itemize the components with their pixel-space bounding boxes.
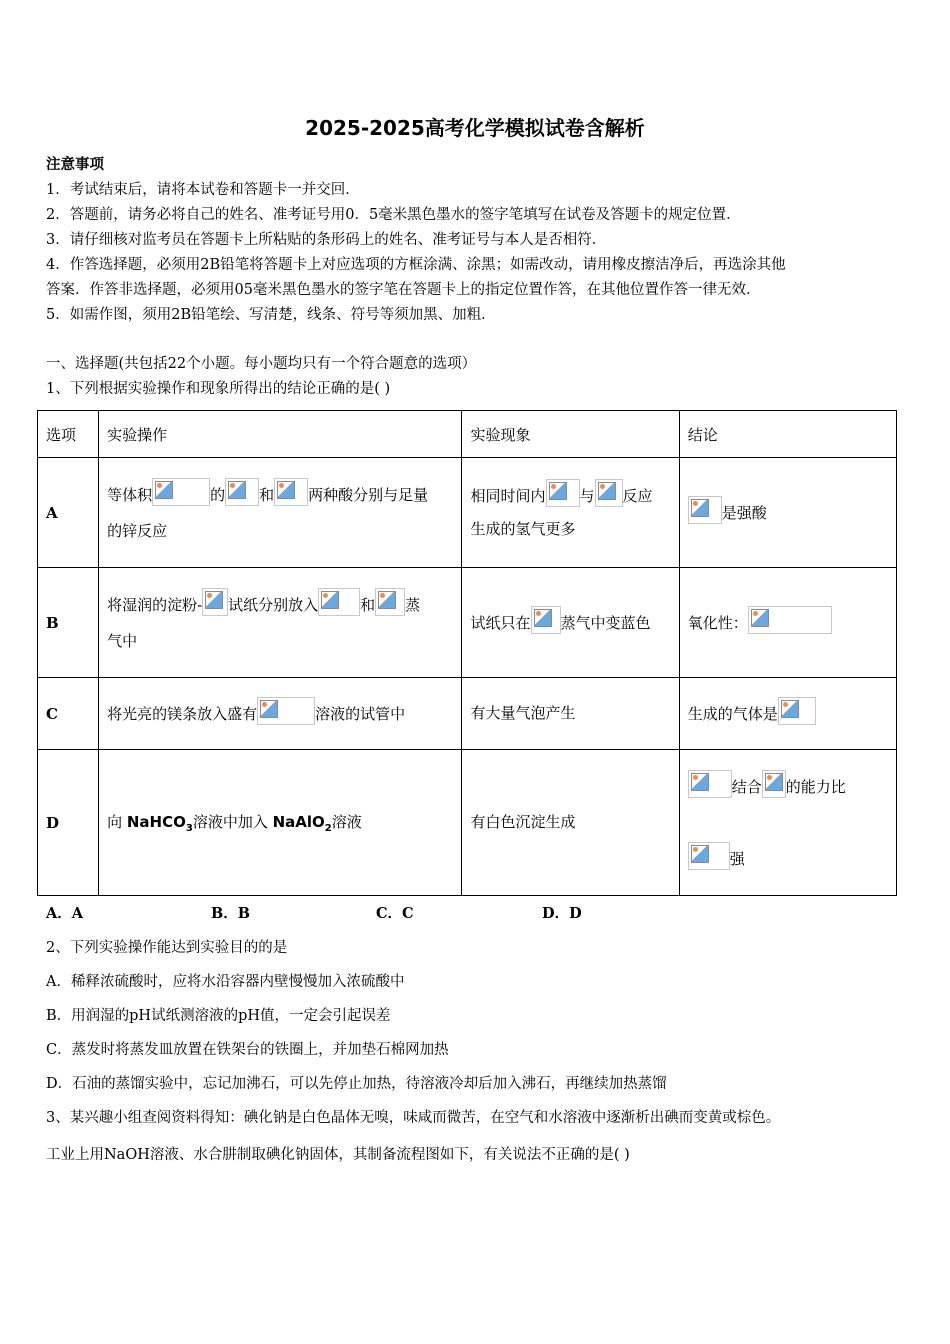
row-d-op-text: 向: [107, 813, 127, 831]
notice-item: 4．作答选择题，必须用2B铅笔将答题卡上对应选项的方框涂满、涂黑；如需改动，请用橡皮擦洁净后，再选涂其他: [46, 257, 786, 273]
row-b-ph-text: 试纸只在: [470, 613, 531, 632]
row-a-op-text: 的锌反应: [107, 521, 168, 540]
row-b-option: B: [38, 568, 99, 678]
notice-item: 2．答题前，请务必将自己的姓名、准考证号用0．5毫米黑色墨水的签字笔填写在试卷及答题卡的规定位置．: [46, 207, 741, 223]
row-c-option: C: [38, 678, 99, 750]
formula-image-icon: [748, 606, 832, 634]
row-d-conclusion: [679, 750, 896, 896]
row-a-op-text: 的: [210, 485, 226, 504]
choice-d[interactable]: D．D: [542, 905, 582, 922]
row-b-op-text: 蒸: [405, 595, 421, 614]
row-c-op-text: 溶液的试管中: [315, 704, 406, 723]
row-b-phenomenon: [462, 568, 679, 678]
question-1-table: [37, 410, 897, 896]
question-2-option-a[interactable]: A．稀释浓硫酸时，应将水沿容器内壁慢慢加入浓硫酸中: [46, 974, 405, 990]
question-3-stem-line2: 工业上用NaOH溶液、水合肼制取碘化钠固体，其制备流程图如下，有关说法不正确的是( ): [46, 1147, 630, 1163]
row-d-operation: [99, 750, 462, 896]
question-2-option-d[interactable]: D．石油的蒸馏实验中，忘记加沸石，可以先停止加热，待溶液冷却后加入沸石，再继续加热蒸馏: [46, 1076, 667, 1092]
row-c-phenomenon: 有大量气泡产生: [462, 678, 679, 750]
formula-image-icon: [762, 770, 786, 798]
row-b-op-text: 和: [360, 595, 376, 614]
formula-image-icon: [688, 842, 730, 870]
row-b-op-text: 气中: [107, 631, 138, 650]
table-row-c: [38, 678, 897, 750]
row-d-formula-text: NaAlO: [272, 813, 325, 831]
row-d-cn-text: 的能力比: [785, 777, 846, 796]
row-a-ph-text: 与: [579, 487, 595, 505]
choice-a[interactable]: A．A: [46, 905, 84, 922]
question-2-stem: 2、下列实验操作能达到实验目的的是: [46, 940, 288, 956]
formula-image-icon: [225, 478, 259, 506]
notice-item: 1．考试结束后，请将本试卷和答题卡一并交回．: [46, 182, 360, 198]
formula-image-icon: [257, 697, 315, 725]
question-1-stem: 1、下列根据实验操作和现象所得出的结论正确的是( ): [46, 381, 391, 397]
row-d-phenomenon: 有白色沉淀生成: [462, 750, 679, 896]
table-header-row: [38, 411, 897, 458]
formula-image-icon: [318, 588, 360, 616]
row-a-ph-text: 生成的氢气更多: [470, 520, 576, 538]
row-d-op-text: 溶液中加入: [192, 813, 273, 831]
row-a-op-text: 两种酸分别与足量: [308, 485, 429, 504]
row-a-option: A: [38, 458, 99, 568]
row-c-cn-text: 生成的气体是: [687, 704, 778, 723]
row-a-phenomenon: [462, 458, 679, 568]
row-b-ph-text: 蒸气中变蓝色: [560, 613, 651, 632]
question-2-option-c[interactable]: C．蒸发时将蒸发皿放置在铁架台的铁圈上，并加垫石棉网加热: [46, 1042, 449, 1058]
row-d-cn-text: 结合: [731, 777, 762, 796]
row-c-operation: [99, 678, 462, 750]
table-row-b: [38, 568, 897, 678]
row-d-option: D: [38, 750, 99, 896]
row-a-operation: [99, 458, 462, 568]
notice-heading: 注意事项: [46, 156, 104, 173]
header-operation: 实验操作: [99, 411, 462, 458]
header-conclusion: 结论: [679, 411, 896, 458]
row-a-ph-text: 反应: [622, 487, 653, 505]
row-d-subscript: 2: [324, 823, 332, 834]
question-2-option-b[interactable]: B．用润湿的pH试纸测溶液的pH值，一定会引起误差: [46, 1008, 391, 1024]
formula-image-icon: [595, 479, 623, 507]
row-a-cn-text: 是强酸: [721, 503, 767, 522]
row-d-op-text: 溶液: [331, 813, 362, 831]
formula-image-icon: [375, 588, 405, 616]
row-d-cn-text: 强: [729, 849, 745, 868]
notice-item: 答案．作答非选择题，必须用05毫米黑色墨水的签字笔在答题卡上的指定位置作答，在其他位置作答一律无效．: [46, 282, 761, 298]
row-b-operation: [99, 568, 462, 678]
formula-image-icon: [274, 478, 308, 506]
formula-image-icon: [546, 479, 580, 507]
row-c-op-text: 将光亮的镁条放入盛有: [107, 704, 258, 723]
row-a-conclusion: [679, 458, 896, 568]
table-row-d: [38, 750, 897, 896]
header-phenomenon: 实验现象: [462, 411, 679, 458]
formula-image-icon: [531, 606, 561, 634]
row-b-op-text: 将湿润的淀粉-: [107, 595, 203, 614]
formula-image-icon: [202, 588, 228, 616]
formula-image-icon: [778, 697, 816, 725]
row-a-op-text: 和: [259, 485, 275, 504]
row-a-ph-text: 相同时间内: [470, 487, 546, 505]
formula-image-icon: [688, 770, 732, 798]
row-b-conclusion: [679, 568, 896, 678]
notice-item: 5．如需作图，须用2B铅笔绘、写清楚，线条、符号等须加黑、加粗．: [46, 307, 496, 323]
choice-b[interactable]: B．B: [211, 905, 251, 922]
notice-item: 3．请仔细核对监考员在答题卡上所粘贴的条形码上的姓名、准考证号与本人是否相符．: [46, 232, 607, 248]
row-d-formula-text: NaHCO: [126, 813, 186, 831]
row-a-op-text: 等体积: [107, 485, 153, 504]
row-c-conclusion: [679, 678, 896, 750]
section-heading: 一、选择题(共包括22个小题。每小题均只有一个符合题意的选项）: [46, 356, 477, 372]
row-d-subscript: 3: [185, 823, 193, 834]
row-b-op-text: 试纸分别放入: [228, 595, 319, 614]
question-3-stem-line1: 3、某兴趣小组查阅资料得知：碘化钠是白色晶体无嗅，味咸而微苦，在空气和水溶液中逐渐析出碘而变黄或棕色。: [46, 1110, 781, 1126]
table-row-a: [38, 458, 897, 568]
page-title: 2025-2025高考化学模拟试卷含解析: [305, 116, 645, 140]
formula-image-icon: [688, 496, 722, 524]
header-option: 选项: [38, 411, 99, 458]
row-b-cn-text: 氧化性：: [687, 613, 748, 632]
choice-c[interactable]: C．C: [376, 905, 414, 922]
formula-image-icon: [152, 478, 210, 506]
